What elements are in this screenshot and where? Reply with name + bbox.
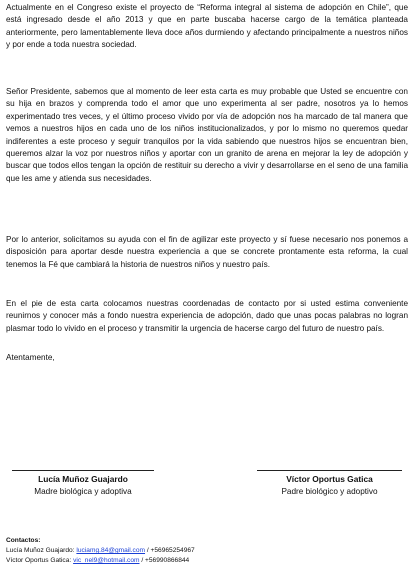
paragraph-president-appeal: Señor Presidente, sabemos que al momento de leer esta carta es muy probable que Usted se encuentre con su hija en brazos y comprenda todo el amor que uno experimenta al ser padre, nosotros ya lo hemos experimentado tres veces, y el último proceso vivido por vía de adopción nos ha marcado de tal manera que vemos a nuestros hijos en cada uno de los niños institucionalizados, y por lo mismo no queremos quedar indiferentes a este proceso y seguir tranquilos por la vida sabiendo que nuestros hijos se encuentran bien, queremos alzar la voz por nuestros niños y aportar con un granito de arena en mejorar la ley de adopción y buscar que todos ellos tengan la opción de restituir su derecho a vivir y desarrollarse en el seno de una familia que les ame y atienda sus necesidades. [6,87,408,183]
contact-row-victor [6,556,195,566]
email-link-victor[interactable]: vic_nel9@hotmail.com [73,557,140,565]
signature-name-father: Víctor Oportus Gatica [286,474,373,484]
contact-label: Lucía Muñoz Guajardo: [6,547,75,555]
contact-phone: / +56965254967 [146,547,195,555]
signature-role-father: Padre biológico y adoptivo [281,487,378,496]
signature-line-right [257,470,402,471]
contacts-block [6,536,195,567]
email-link-lucia[interactable]: luciamg.84@gmail.com [76,547,146,555]
contact-phone: / +56990866844 [141,557,190,565]
paragraph-contact-offer: En el pie de esta carta colocamos nuestras coordenadas de contacto por si usted estima conveniente reunirnos y conocer más a fondo nuestra experiencia de adopción, dado que unas pocas palabras no logran plasmar todo lo vivido en el proceso y transmitir la urgencia de hacerse cargo del futuro de nuestro país. [6,299,408,333]
contact-label: Víctor Oportus Gatica: [6,557,72,565]
signature-line-left [12,470,154,471]
signature-role-mother: Madre biológica y adoptiva [34,487,132,496]
contacts-title: Contactos: [6,537,41,544]
contact-row-lucia [6,546,195,556]
closing-salutation: Atentamente, [6,353,55,362]
paragraph-request-help: Por lo anterior, solicitamos su ayuda con el fin de agilizar este proyecto y sí fuese necesario nos ponemos a disposición para aportar desde nuestra experiencia a que se concrete prontamente esta reforma, la cual tenemos la Fé que cambiará la historia de nuestros niños y nuestro país. [6,235,408,269]
paragraph-congress-project: Actualmente en el Congreso existe el proyecto de “Reforma integral al sistema de adopción en Chile”, que está ingresado desde el año 2013 y que en parte buscaba hacerse cargo de la temática planteada anteriormente, pero lamentablemente lleva doce años durmiendo y afectando principalmente a nuestros niños y por ende a toda nuestra sociedad. [6,3,408,50]
signature-name-mother: Lucía Muñoz Guajardo [38,474,128,484]
